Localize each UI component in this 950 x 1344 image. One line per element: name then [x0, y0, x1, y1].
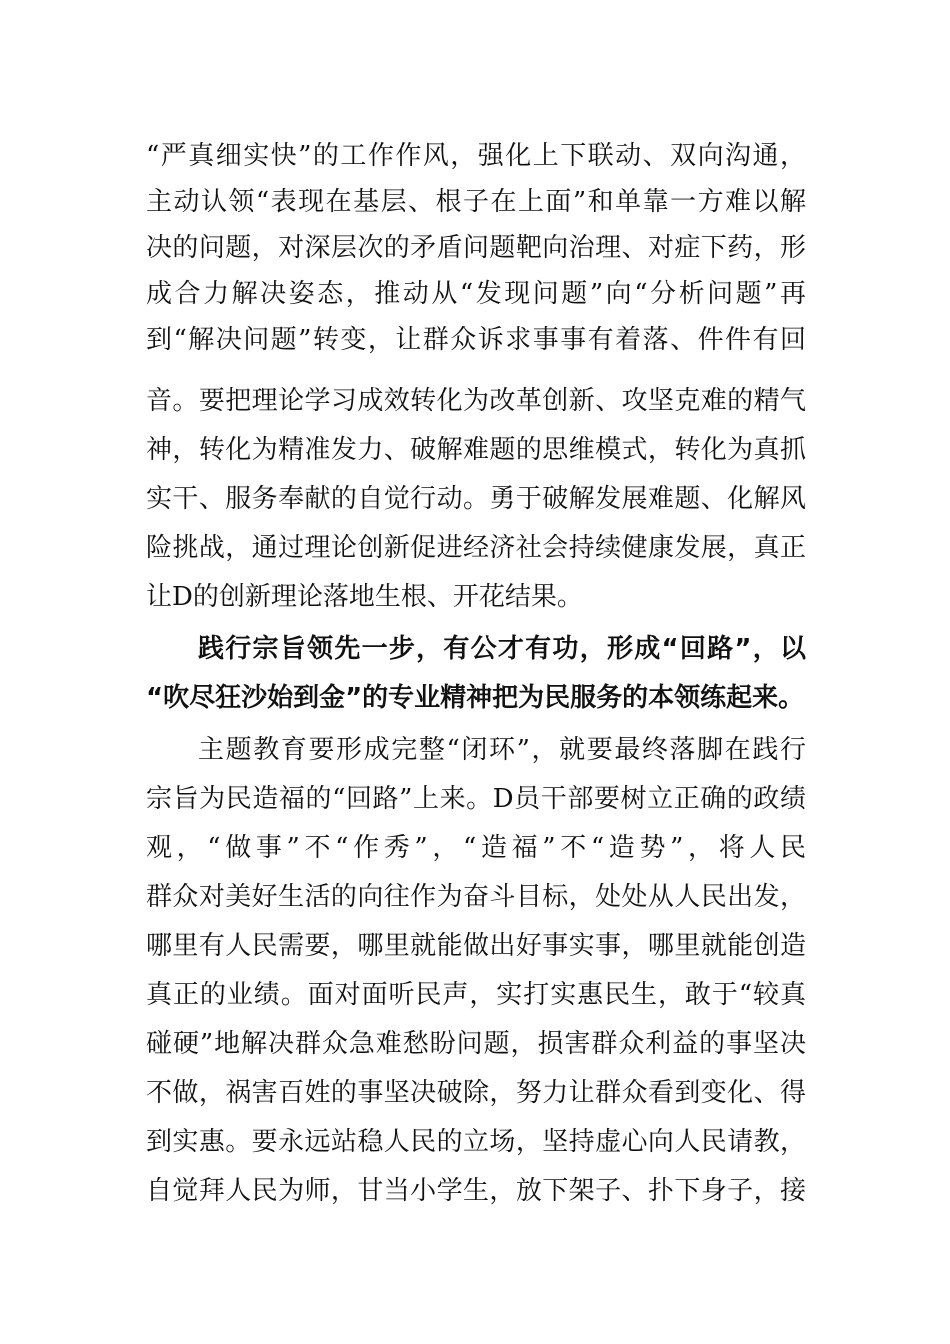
text-line: 主题教育要形成完整“闭环”，就要最终落脚在践行	[198, 735, 806, 765]
text-line: 主动认领“表现在基层、根子在上面”和单靠一方难以解	[146, 187, 806, 217]
text-line: 自觉拜人民为师，甘当小学生，放下架子、扑下身子，接	[146, 1176, 806, 1206]
text-line: 真正的业绩。面对面听民声，实打实惠民生，敢于“较真	[146, 980, 806, 1010]
text-line: 到实惠。要永远站稳人民的立场，坚持虚心向人民请教，	[146, 1127, 806, 1157]
text-line: 成合力解决姿态，推动从“发现问题”向“分析问题”再	[146, 279, 806, 309]
text-line: 决的问题，对深层次的矛盾问题靶向治理、对症下药，形	[146, 233, 806, 263]
text-line: 哪里有人民需要，哪里就能做出好事实事，哪里就能创造	[146, 931, 806, 961]
text-line: 观，“做事”不“作秀”，“造福”不“造势”，将人民	[146, 833, 806, 863]
text-line: 神，转化为精准发力、破解难题的思维模式，转化为真抓	[146, 435, 806, 465]
text-line: 宗旨为民造福的“回路”上来。D员干部要树立正确的政绩	[146, 784, 806, 814]
text-line: 实干、服务奉献的自觉行动。勇于破解发展难题、化解风	[146, 484, 806, 514]
heading-line: “吹尽狂沙始到金”的专业精神把为民服务的本领练起来。	[146, 683, 805, 713]
text-line: 音。要把理论学习成效转化为改革创新、攻坚克难的精气	[146, 386, 806, 416]
text-line: 不做，祸害百姓的事坚决破除，努力让群众看到变化、得	[146, 1078, 806, 1108]
text-line: 碰硬”地解决群众急难愁盼问题，损害群众利益的事坚决	[146, 1029, 806, 1059]
text-line: 让D的创新理论落地生根、开花结果。	[146, 582, 583, 612]
text-line: “严真细实快”的工作作风，强化上下联动、双向沟通，	[146, 141, 806, 171]
text-line: 群众对美好生活的向往作为奋斗目标，处处从人民出发，	[146, 882, 806, 912]
text-line: 险挑战，通过理论创新促进经济社会持续健康发展，真正	[146, 533, 806, 563]
text-line: 到“解决问题”转变，让群众诉求事事有着落、件件有回	[146, 325, 806, 355]
heading-line: 践行宗旨领先一步，有公才有功，形成“回路”，以	[198, 634, 806, 664]
